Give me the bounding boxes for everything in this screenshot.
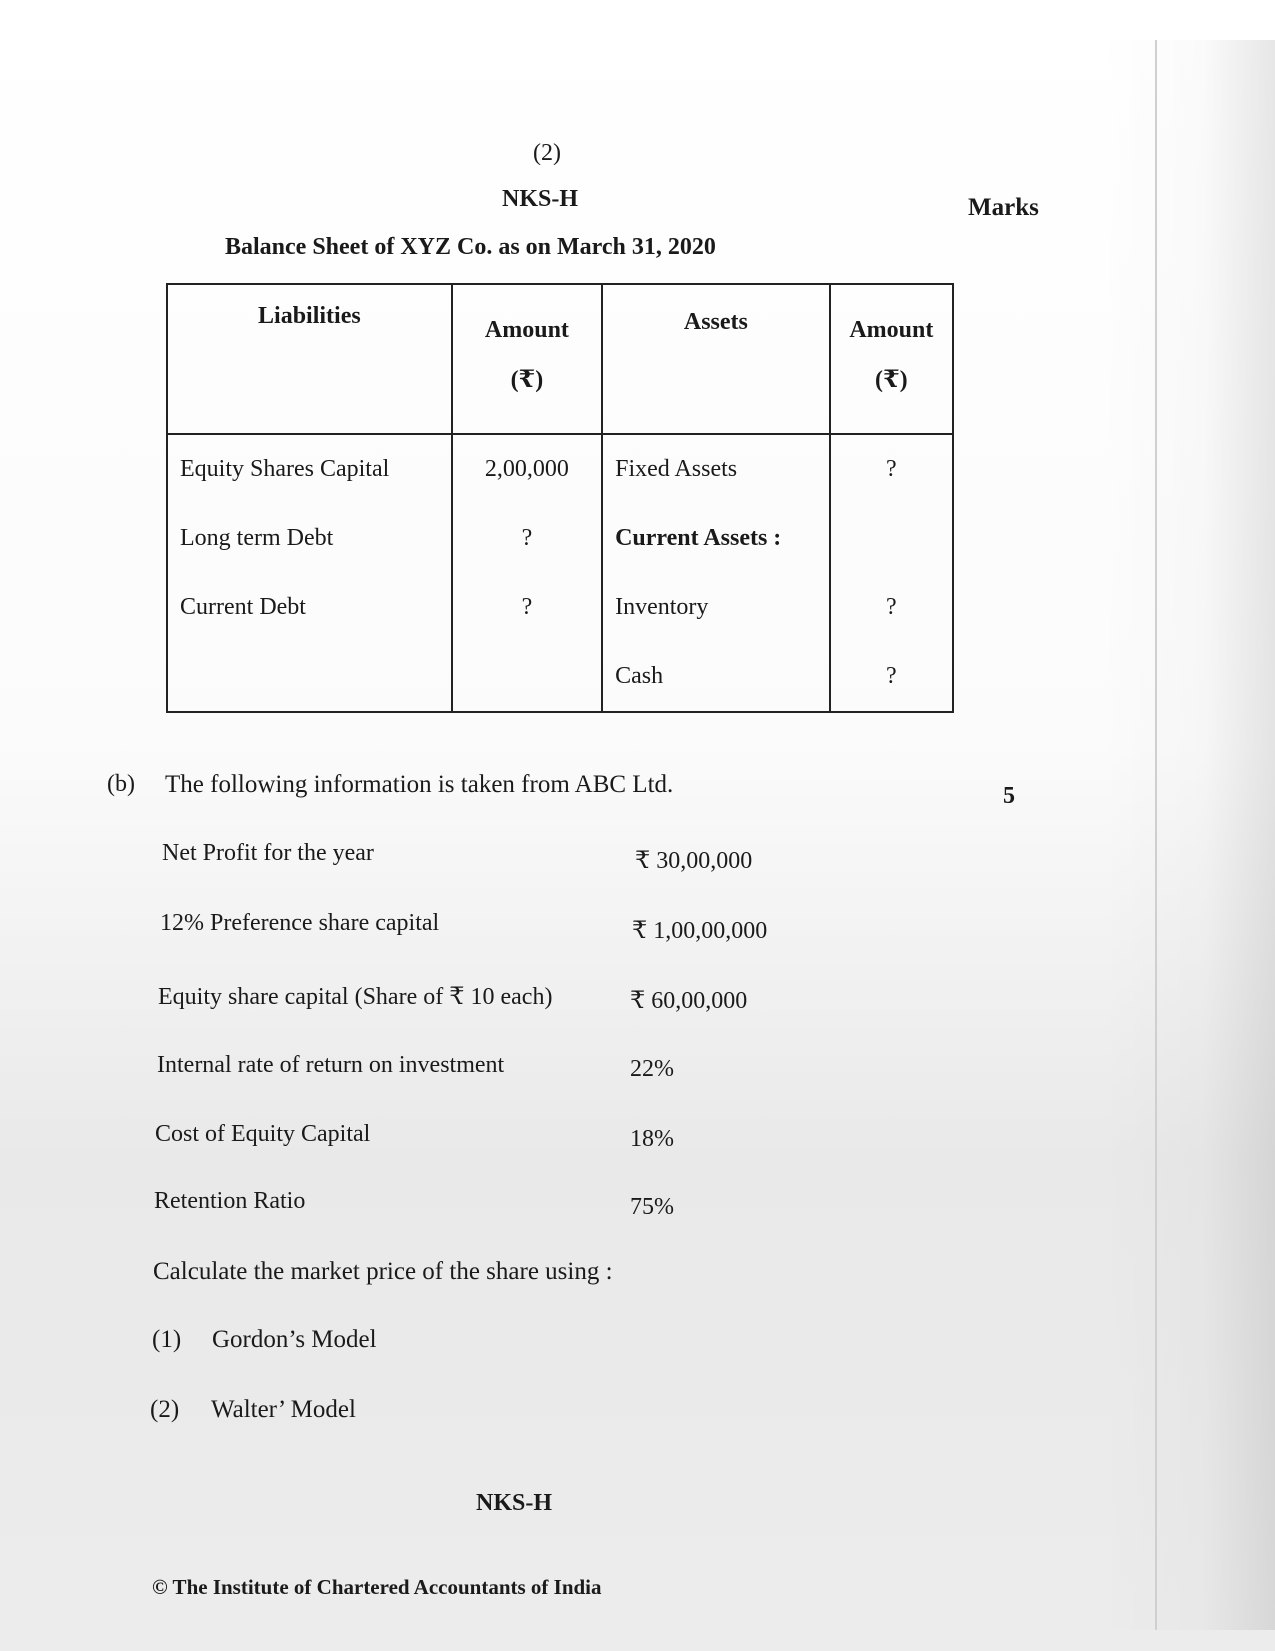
copyright-notice: © The Institute of Chartered Accountants of India [152,1575,602,1599]
info-label: Retention Ratio [154,1188,306,1214]
info-value: 22% [630,1056,674,1082]
info-label: Equity share capital (Share of ₹ 10 each) [158,984,553,1010]
question-intro: The following information is taken from ABC Ltd. [165,771,674,798]
header-liabilities: Liabilities [167,284,452,434]
table-row [167,573,953,642]
model-number: (2) [150,1396,180,1423]
info-value: ₹ 30,00,000 [635,848,753,874]
asset-amount: ? [830,642,953,712]
paper-code-header: NKS-H [502,186,579,212]
table-row [167,642,953,712]
header-currency: (₹) [874,367,908,393]
question-label: (b) [107,771,135,797]
asset-name: Inventory [602,573,830,642]
header-amount-label: Amount [849,317,934,343]
asset-name: Cash [602,642,830,712]
liability-name: Equity Shares Capital [167,434,452,504]
header-amount-label: Amount [484,317,569,343]
model-name: Walter’ Model [211,1396,356,1423]
asset-amount: ? [830,573,953,642]
liability-amount [452,642,602,712]
scan-edge [1155,40,1157,1630]
balance-sheet-title: Balance Sheet of XYZ Co. as on March 31, 2020 [225,234,716,260]
header-asset-amount [830,284,953,434]
header-currency: (₹) [510,367,544,393]
info-label: Net Profit for the year [162,840,374,866]
model-name: Gordon’s Model [212,1326,377,1353]
table-row [167,434,953,504]
asset-amount [830,504,953,573]
table-row [167,504,953,573]
page-number: (2) [533,140,561,166]
info-value: ₹ 60,00,000 [630,988,748,1014]
info-label: Cost of Equity Capital [155,1121,371,1147]
paper-code-footer: NKS-H [476,1490,553,1516]
calculation-instruction: Calculate the market price of the share using : [153,1258,613,1285]
info-value: ₹ 1,00,00,000 [632,918,768,944]
asset-name: Current Assets : [602,504,830,573]
question-marks: 5 [1003,783,1015,809]
liability-name: Long term Debt [167,504,452,573]
asset-amount: ? [830,434,953,504]
balance-sheet-table [166,283,954,713]
header-assets: Assets [602,284,830,434]
header-liability-amount [452,284,602,434]
liability-amount: ? [452,504,602,573]
info-label: 12% Preference share capital [160,910,440,936]
liability-name [167,642,452,712]
info-value: 75% [630,1194,674,1220]
model-number: (1) [152,1326,182,1353]
asset-name: Fixed Assets [602,434,830,504]
scan-shadow [1100,40,1275,1630]
table-header-row [167,284,953,434]
liability-amount: 2,00,000 [452,434,602,504]
liability-name: Current Debt [167,573,452,642]
marks-heading: Marks [968,194,1039,221]
info-label: Internal rate of return on investment [157,1052,505,1078]
liability-amount: ? [452,573,602,642]
info-value: 18% [630,1126,674,1152]
